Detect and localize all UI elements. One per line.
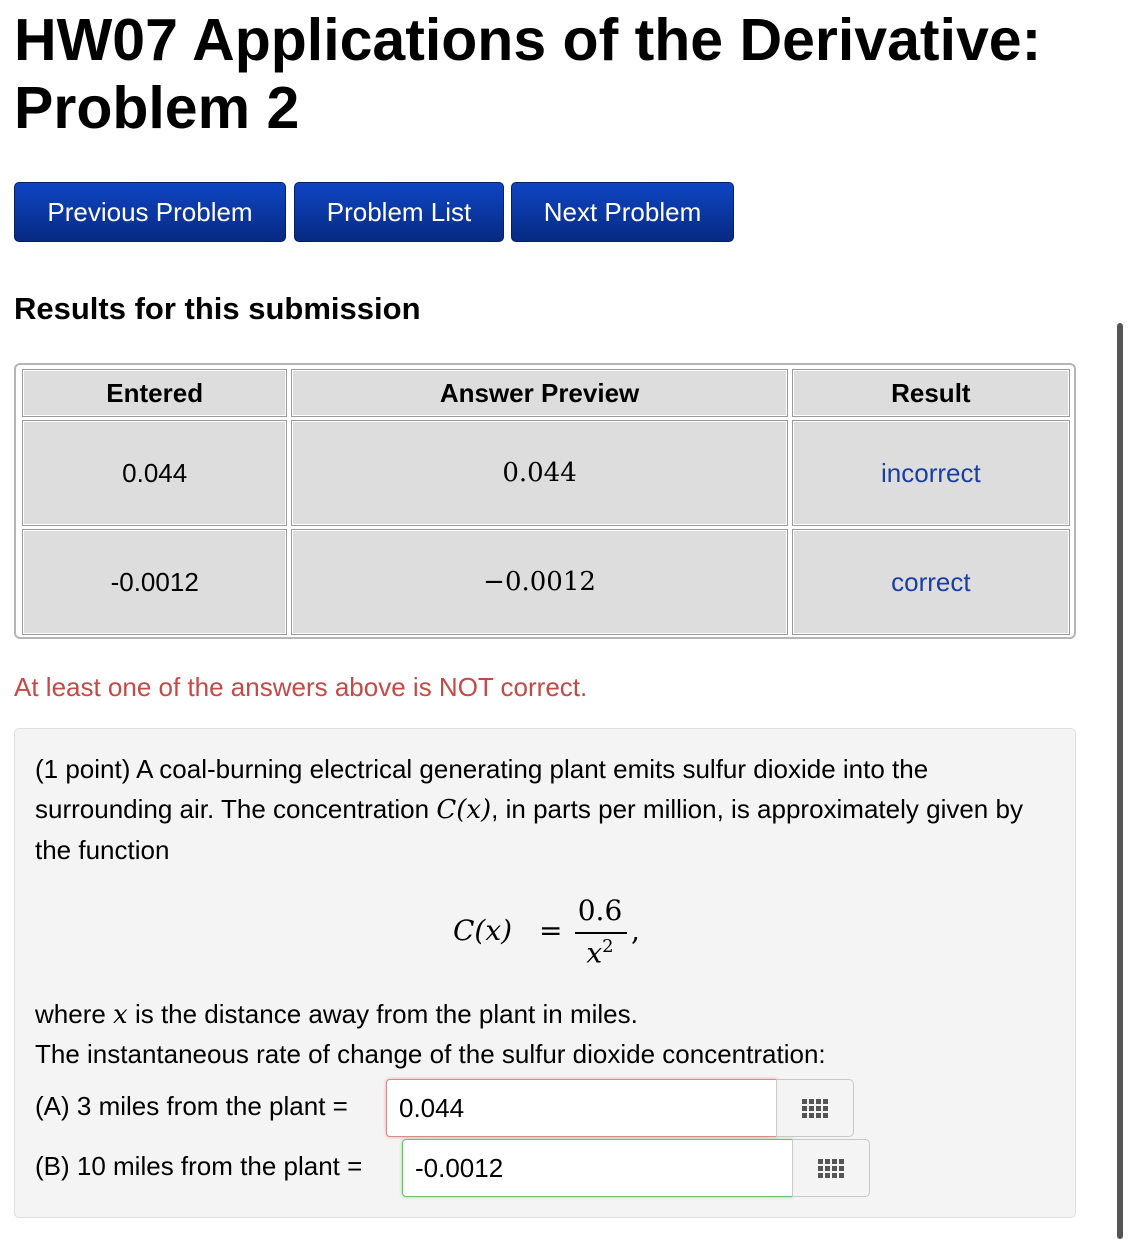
problem-intro-text: (1 point) A coal-burning electrical generating plant emits sulfur dioxide into the surrounding air. The concentration xyxy=(35,754,929,824)
results-header-row xyxy=(22,369,1070,417)
column-header-result: Result xyxy=(792,369,1070,417)
page-title: HW07 Applications of the Derivative: Problem 2 xyxy=(14,7,1042,141)
table-row xyxy=(22,529,1070,635)
equation-comma: , xyxy=(631,914,640,947)
equation-equals: = xyxy=(539,914,563,947)
part-a-answer-input[interactable] xyxy=(386,1079,777,1137)
column-header-entered: Entered xyxy=(22,369,287,417)
rate-of-change-prompt: The instantaneous rate of change of the sulfur dioxide concentration: xyxy=(35,1039,826,1069)
problem-body xyxy=(14,728,1076,1218)
part-a-math-palette-button[interactable] xyxy=(776,1079,854,1137)
next-problem-button[interactable]: Next Problem xyxy=(511,182,734,242)
problem-statement xyxy=(35,749,1045,870)
result-cell-incorrect: incorrect xyxy=(792,420,1070,526)
part-b-answer-input[interactable] xyxy=(402,1139,793,1197)
results-heading: Results for this submission xyxy=(14,291,421,326)
fraction-bar xyxy=(575,932,627,934)
concentration-equation xyxy=(453,894,713,974)
grid-icon xyxy=(818,1159,844,1178)
submission-status-message: At least one of the answers above is NOT correct. xyxy=(14,672,588,702)
fraction-numerator: 0.6 xyxy=(577,894,623,927)
column-header-answer-preview: Answer Preview xyxy=(291,369,787,417)
problem-list-button[interactable]: Problem List xyxy=(294,182,504,242)
variable-definition xyxy=(35,999,638,1030)
previous-problem-button[interactable]: Previous Problem xyxy=(14,182,286,242)
equation-lhs: C(x) xyxy=(453,914,513,947)
table-row xyxy=(22,420,1070,526)
where-text: where xyxy=(35,999,114,1029)
fraction-denominator xyxy=(575,936,625,969)
grid-icon xyxy=(802,1099,828,1118)
result-cell-correct: correct xyxy=(792,529,1070,635)
problem-intro-text-cont: , in parts per million, is approximately given by the function xyxy=(35,794,1023,865)
variable-x: x xyxy=(113,1000,128,1030)
denominator-exponent: 2 xyxy=(602,936,614,957)
vertical-scrollbar[interactable] xyxy=(1117,323,1123,1239)
entered-cell: 0.044 xyxy=(22,420,287,526)
part-a-label: (A) 3 miles from the plant = xyxy=(35,1091,348,1121)
where-text-cont: is the distance away from the plant in miles. xyxy=(127,999,638,1029)
results-table xyxy=(18,366,1074,638)
part-b-label: (B) 10 miles from the plant = xyxy=(35,1151,363,1181)
results-table-container xyxy=(14,363,1076,639)
concentration-function-symbol: C(x) xyxy=(436,795,492,825)
entered-cell: -0.0012 xyxy=(22,529,287,635)
answer-preview-cell: −0.0012 xyxy=(291,529,787,635)
part-b-math-palette-button[interactable] xyxy=(792,1139,870,1197)
denominator-base: x xyxy=(586,936,603,970)
answer-preview-cell: 0.044 xyxy=(291,420,787,526)
